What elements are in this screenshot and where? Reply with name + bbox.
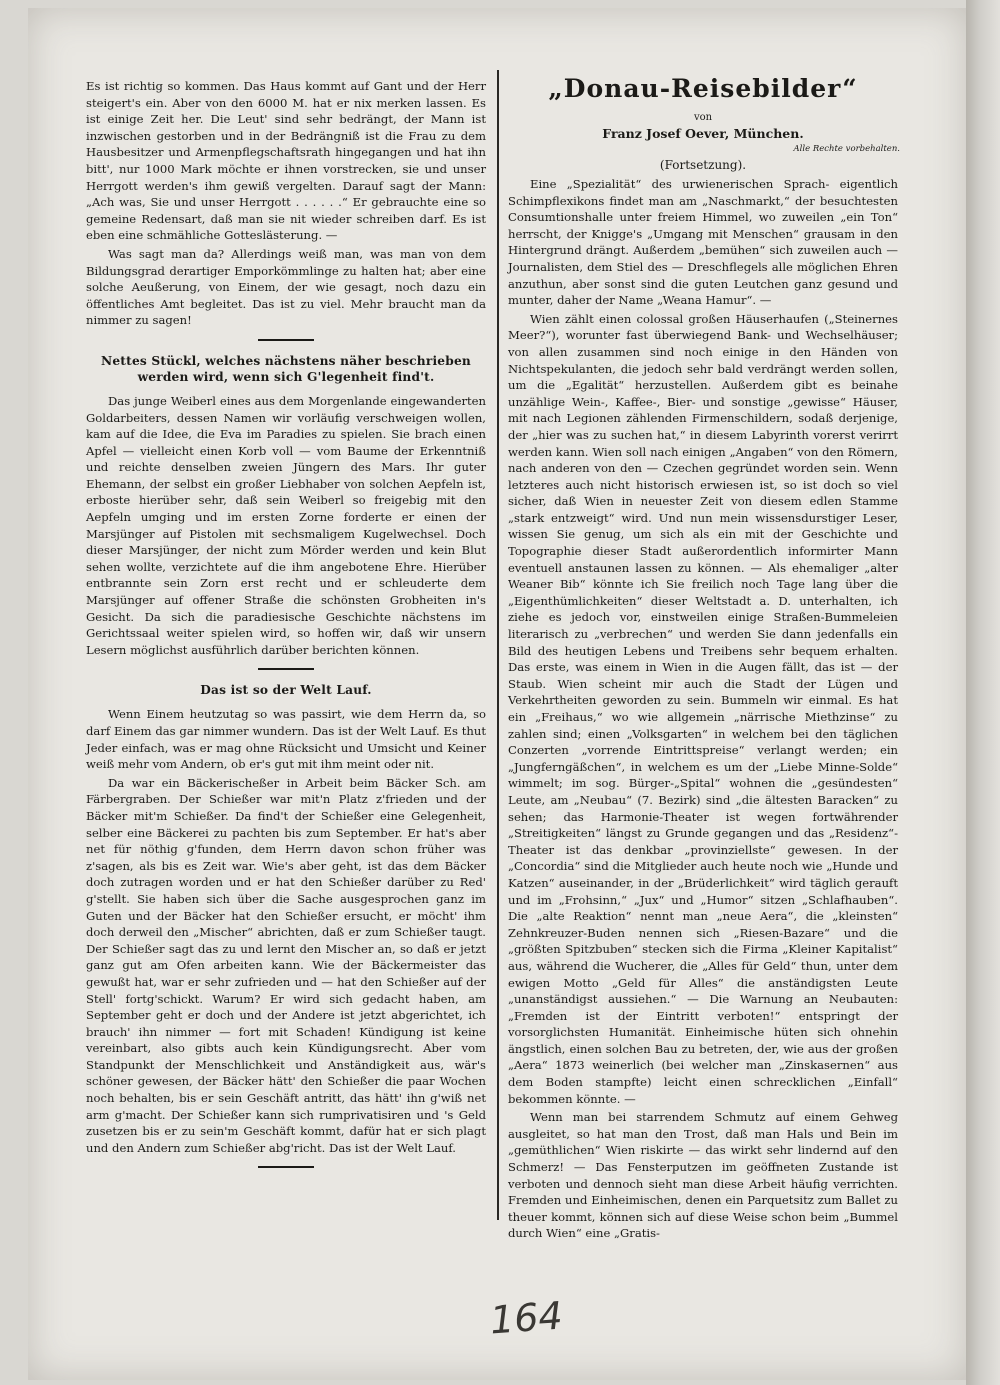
right-column	[508, 148, 898, 1244]
handwritten-page-number: 164	[488, 1293, 564, 1343]
right-paragraph-1: Eine „Spezialität“ des urwienerischen Sprach- eigentlich Schimpflexikons findet man am „Naschmarkt,“ der besuchtesten Consumtionshalle unter freiem Himmel, wo zuweilen „ein Ton“ herrscht, der Knigge's „Umgang mit Menschen“ grausam in den Hintergrund drängt. Außerdem „bemühen“ sich zuweilen auch — Journalisten, dem Stiel des — Dreschflegels alle möglichen Ehren anzuthun, aber sonst sind die guten Leutchen ganz gesund und munter, daher der Name „Weana Hamur“. —	[508, 177, 898, 308]
byline-von: von	[693, 112, 713, 123]
left-paragraph-4: Wenn Einem heutzutag so was passirt, wie dem Herrn da, so darf Einem das gar nimmer wundern. Das ist der Welt Lauf. Es thut Jeder einfach, was er mag ohne Rücksicht und Umsicht und Keiner weiß mehr vom Andern, ob er's gut mit ihm meint oder nit.	[86, 707, 486, 772]
article-author: Franz Josef Oever, München.	[602, 126, 804, 141]
section-rule	[258, 1166, 314, 1168]
right-paragraph-2: Wien zählt einen colossal großen Häuserhaufen („Steinernes Meer?“), worunter fast überwiegend Bank- und Wechselhäuser; von allen zusammen sind noch einige in den Händen von Nichtspekulanten, die jedoch sehr bald verdrängt werden sollen, um die „Egalität“ herzustellen. Außerdem gibt es beinahe unzählige Wein-, Kaffee-, Bier- und sonstige „gewisse“ Häuser, mit nach Legionen zählenden Firmenschildern, sodaß derjenige, der „hier was zu suchen hat,“ in diesem Labyrinth vorerst verirrt werden kann. Wien soll nach einigen „Angaben“ von den Römern, nach anderen von den — Czechen gegründet worden sein. Wenn letzteres auch nicht historisch erwiesen ist, so ist doch so viel sicher, daß Wien in neuester Zeit von diesem edlen Stamme „stark entzweigt“ wird. Und nun mein wissensdurstiger Leser, wissen Sie genug, um sich als ein mit der Geschichte und Topographie dieser Stadt außerordentlich informirter Mann eventuell anstaunen lassen zu können. — Als ehemaliger „alter Weaner Bib“ könnte ich Sie freilich noch Tage lang über die „Eigenthümlichkeiten“ dieser Weltstadt a. D. unterhalten, ich ziehe es jedoch vor, einstweilen einige Straßen-Bummeleien literarisch zu „verbrechen“ und werden Sie dann jedenfalls ein Bild des heutigen Lebens und Treibens sehr bequem erhalten. Das erste, was einem in Wien in die Augen fällt, das ist — der Staub. Wien scheint mir auch die Stadt der Lügen und Verkehrtheiten geworden zu sein. Bummeln wir einmal. Es hat ein „Freihaus,“ wo wie allgemein „närrische Miethzinse“ zu zahlen sind; einen „Volksgarten“ in welchem bei den täglichen Conzerten „vorrende Eintrittspreise“ verlangt werden; ein „Jungferngäßchen“, in welchem es um der „Liebe Minne-Solde“ wimmelt; im sog. Bürger-„Spital“ wohnen die „gesündesten“ Leute, am „Neubau“ (7. Bezirk) sind „die ältesten Baracken“ zu sehen; das Harmonie-Theater ist wegen fortwährender „Streitigkeiten“ längst zu Grunde gegangen und das „Residenz“-Theater ist das denkbar „provinziellste“ gewesen. In der „Concordia“ sind die Mitglieder auch heute noch wie „Hunde und Katzen“ auseinander, in der „Brüderlichkeit“ wird täglich gerauft und im „Frohsinn,“ „Jux“ und „Humor“ sitzen „Schlafhauben“. Die „alte Reaktion“ nennt man „neue Aera“, die „kleinsten“ Zehnkreuzer-Buden nennen sich „Riesen-Bazare“ und die „größten Spitzbuben“ stecken sich die Firma „Kleiner Kapitalist“ aus, während die Wucherer, die „Alles für Geld“ thun, unter dem ewigen Motto „Geld für Alles“ die anständigsten Leute „unanständigst aussiehen.“ — Die Warnung an Neubauten: „Fremden ist der Eintritt verboten!“ entspringt der vorsorglichsten Humanität. Einheimische hüten sich ohnehin ängstlich, einen solchen Bau zu betreten, der, wie aus der großen „Aera“ 1873 weinerlich (bei welcher man „Zinskasernen“ aus dem Boden stampfte) leicht einen schrecklichen „Einfall“ bekommen könnte. —	[508, 311, 898, 1106]
section-rule	[258, 339, 314, 341]
right-paragraph-3: Wenn man bei starrendem Schmutz auf einem Gehweg ausgleitet, so hat man den Trost, daß man Hals und Bein im „gemüthlichen“ Wien riskirte — das wirkt sehr lindernd auf den Schmerz! — Das Fensterputzen im geöffneten Zustande ist verboten und dennoch sieht man diese Arbeit häufig verrichten. Fremden und Einheimischen, denen ein Parquetsitz zum Ballet zu theuer kommt, können sich auf diese Weise schon beim „Bummel durch Wien“ eine „Gratis-	[508, 1110, 898, 1241]
left-paragraph-2: Was sagt man da? Allerdings weiß man, was man von dem Bildungsgrad derartiger Emporkömmlinge zu halten hat; aber eine solche Aeußerung, von Einem, der wie gesagt, noch dazu ein öffentliches Amt begleitet. Das ist zu viel. Mehr braucht man da nimmer zu sagen!	[86, 246, 486, 328]
column-divider	[497, 70, 499, 1220]
section-rule	[258, 668, 314, 670]
page-edge	[966, 0, 1000, 1385]
left-paragraph-3: Das junge Weiberl eines aus dem Morgenlande eingewanderten Goldarbeiters, dessen Namen wir vorläufig verschweigen wollen, kam auf die Idee, die Eva im Paradies zu spielen. Sie brach einen Apfel — vielleicht einen Korb voll — vom Baume der Erkenntniß und reichte denselben zweien Jüngern des Mars. Ihr guter Ehemann, der selbst ein großer Liebhaber von solchen Aepfeln ist, erboste hierüber sehr, daß sein Weiberl so freigebig mit den Aepfeln umging und im ersten Zorne forderte er einen der Marsjünger auf Pistolen mit sechsmaligem Kugelwechsel. Doch dieser Marsjünger, der nicht zum Mörder werden und kein Blut sehen wollte, verzichtete auf die ihm angebotene Ehre. Hierüber entbrannte sein Zorn erst recht und er schleuderte dem Marsjünger auf offener Straße die schönsten Grobheiten in's Gesicht. Da sich die paradiesische Geschichte nächstens im Gerichtssaal weiter spielen wird, so hoffen wir, daß wir unsern Lesern möglichst ausführlich darüber berichten können.	[86, 393, 486, 657]
article-title: „Donau-Reisebilder“	[548, 74, 858, 103]
section-heading-1: Nettes Stückl, welches nächstens näher beschrieben werden wird, wenn sich G'legenheit find't.	[101, 353, 471, 384]
left-paragraph-5: Da war ein Bäckerischeßer in Arbeit beim Bäcker Sch. am Färbergraben. Der Schießer war mit'n Platz z'frieden und der Bäcker mit'm Schießer. Da find't der Schießer eine Gelegenheit, selber eine Bäckerei zu pachten bis zum September. Er hat's aber net für nöthig g'funden, dem Herrn davon schon früher was z'sagen, als bis es Zeit war. Wie's aber geht, ist das dem Bäcker doch zutragen worden und er hat den Schießer darüber zu Red' g'stellt. Sie haben sich über die Sache ausgesprochen ganz im Guten und der Bäcker hat den Schießer ersucht, er möcht' ihm doch derweil den „Mischer“ abrichten, daß er zum Schießer taugt. Der Schießer sagt das zu und lernt den Mischer an, so daß er jetzt ganz gut am Ofen arbeiten kann. Wie der Bäckermeister das gewußt hat, war er sehr zufrieden und — hat den Schießer auf der Stell' fortg'schickt. Warum? Er wird sich gedacht haben, am September geht er doch und der Andere ist jetzt abgerichtet, ich brauch' ihn nimmer — fort mit Schaden! Kündigung ist keine vereinbart, also gibts auch kein Kündigungsrecht. Aber vom Standpunkt der Menschlichkeit und Anständigkeit aus, wär's schöner gewesen, der Bäcker hätt' den Schießer die paar Wochen noch behalten, bis er sein Geschäft antritt, das hätt' ihn g'wiß net arm g'macht. Der Schießer kann sich rumprivatisiren und 's Geld zusetzen bis er zu sein'm Geschäft kommt, dafür hat er sich plagt und den Andern zum Schießer abg'richt. Das ist der Welt Lauf.	[86, 775, 486, 1155]
section-heading-2: Das ist so der Welt Lauf.	[200, 683, 372, 698]
left-paragraph-1: Es ist richtig so kommen. Das Haus kommt auf Gant und der Herr steigert's ein. Aber von den 6000 M. hat er nix merken lassen. Es ist einige Zeit her. Die Leut' sind sehr bedrängt, der Mann ist inzwischen gestorben und in der Bedrängniß ist die Frau zu dem Hausbesitzer und Armenpflegschaftsrath hingegangen und hat ihn bitt', nur 1000 Mark möchte er ihnen vorstrecken, sie und unser Herrgott werden's ihm gewiß vergelten. Darauf sagt der Mann: „Ach was, Sie und unser Herrgott . . . . . .“ Er gebrauchte eine so gemeine Redensart, daß man sie nit wieder schreiben darf. Es ist eben eine schmähliche Gotteslästerung. —	[86, 79, 486, 243]
continuation-label: (Fortsetzung).	[659, 158, 747, 172]
rights-notice: Alle Rechte vorbehalten.	[793, 144, 900, 154]
left-column	[86, 78, 486, 1176]
